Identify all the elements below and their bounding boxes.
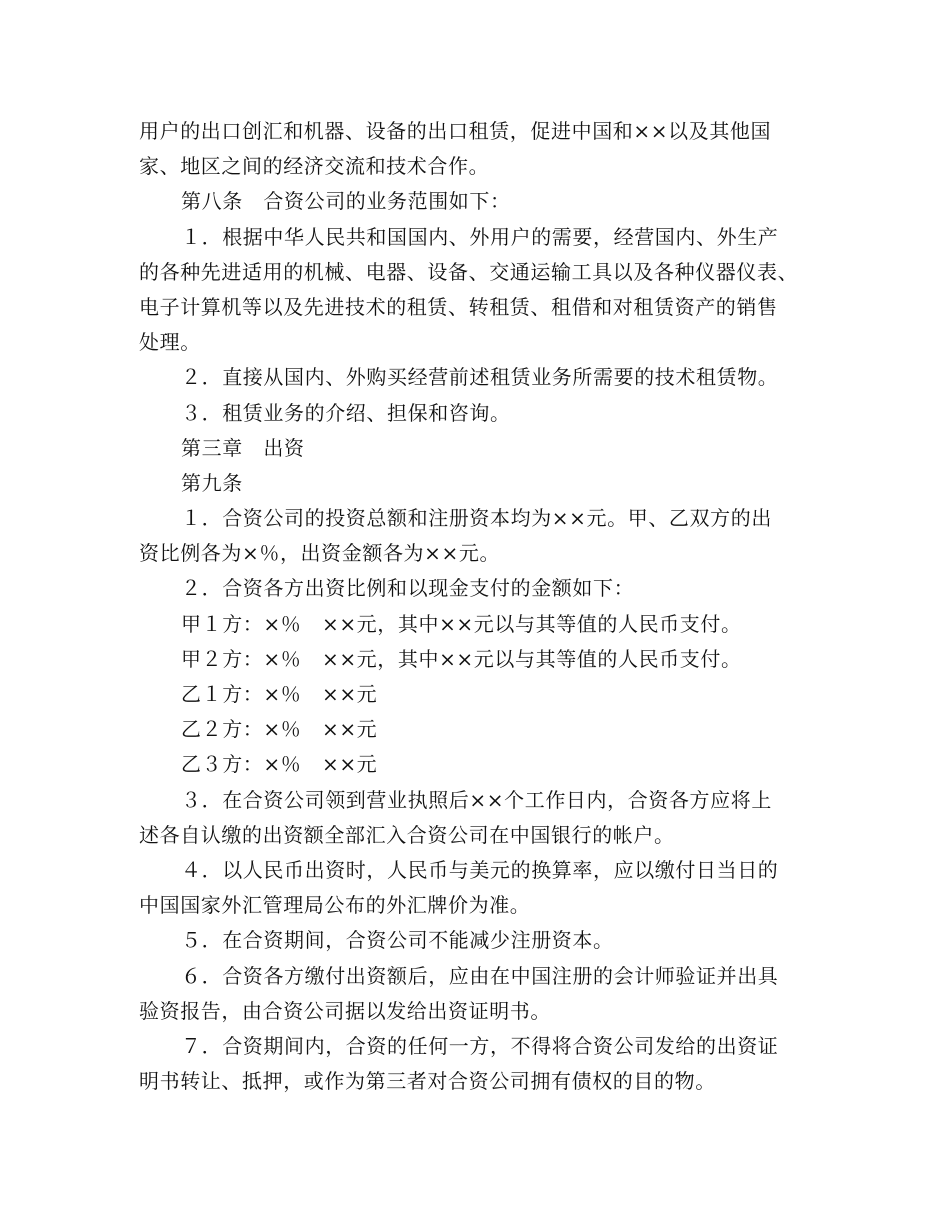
text-line: １．合资公司的投资总额和注册资本均为××元。甲、乙双方的出 bbox=[181, 506, 772, 531]
text-line: 资比例各为×％，出资金额各为××元。 bbox=[139, 541, 501, 566]
text-line: 中国国家外汇管理局公布的外汇牌价为准。 bbox=[139, 893, 531, 918]
text-line: 述各自认缴的出资额全部汇入合资公司在中国银行的帐户。 bbox=[139, 822, 675, 847]
text-line: ３．在合资公司领到营业执照后××个工作日内，合资各方应将上 bbox=[181, 787, 772, 812]
text-line: 用户的出口创汇和机器、设备的出口租赁，促进中国和××以及其他国 bbox=[139, 119, 772, 143]
text-line: ２．合资各方出资比例和以现金支付的金额如下： bbox=[181, 576, 635, 601]
text-line: ２．直接从国内、外购买经营前述租赁业务所需要的技术租赁物。 bbox=[181, 365, 779, 390]
text-line: 第九条 bbox=[181, 470, 243, 495]
text-line: 第三章 出资 bbox=[181, 435, 305, 460]
text-line: ４．以人民币出资时，人民币与美元的换算率，应以缴付日当日的 bbox=[181, 857, 779, 882]
text-line: 处理。 bbox=[139, 330, 201, 355]
text-line: 验资报告，由合资公司据以发给出资证明书。 bbox=[139, 998, 551, 1023]
document-body bbox=[139, 114, 819, 1099]
text-line: 电子计算机等以及先进技术的租赁、转租赁、租借和对租赁资产的销售 bbox=[139, 294, 778, 319]
text-line: 甲２方：×％ ××元，其中××元以与其等值的人民币支付。 bbox=[181, 646, 742, 671]
text-line: 家、地区之间的经济交流和技术合作。 bbox=[139, 154, 490, 179]
text-line: ３．租赁业务的介绍、担保和咨询。 bbox=[181, 400, 511, 425]
text-line: １．根据中华人民共和国国内、外用户的需要，经营国内、外生产 bbox=[181, 224, 779, 249]
text-line: ５．在合资期间，合资公司不能减少注册资本。 bbox=[181, 928, 614, 953]
text-line: 明书转让、抵押，或作为第三者对合资公司拥有债权的目的物。 bbox=[139, 1069, 716, 1094]
text-line: 第八条 合资公司的业务范围如下： bbox=[181, 189, 511, 214]
text-line: 乙１方：×％ ××元 bbox=[181, 682, 378, 706]
text-line: 的各种先进适用的机械、电器、设备、交通运输工具以及各种仪器仪表、 bbox=[139, 259, 799, 284]
text-line: 乙２方：×％ ××元 bbox=[181, 717, 378, 742]
text-line: 甲１方：×％ ××元，其中××元以与其等值的人民币支付。 bbox=[181, 611, 742, 636]
text-line: 乙３方：×％ ××元 bbox=[181, 752, 378, 777]
text-line: ７．合资期间内，合资的任何一方，不得将合资公司发给的出资证 bbox=[181, 1033, 779, 1058]
text-line: ６．合资各方缴付出资额后，应由在中国注册的会计师验证并出具 bbox=[181, 963, 779, 988]
